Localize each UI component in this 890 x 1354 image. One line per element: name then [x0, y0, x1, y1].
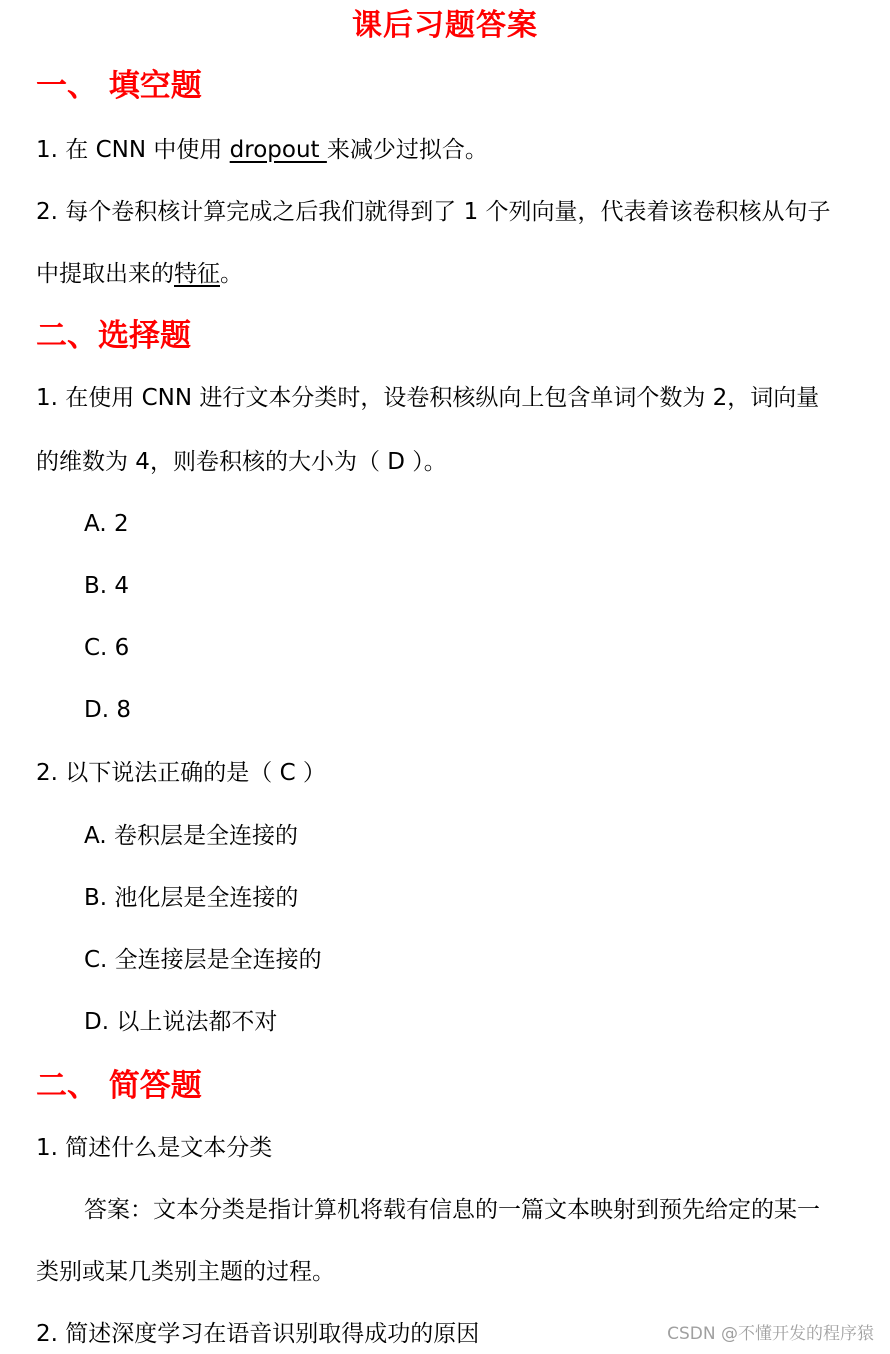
short-answer-q1-answer-line-2: 类别或某几类别主题的过程。: [36, 1259, 335, 1285]
choice-q2-option-a: A. 卷积层是全连接的: [84, 823, 298, 849]
fill-in-q2-prefix: 中提取出来的: [36, 261, 174, 287]
choice-q1-option-c: C. 6: [84, 635, 130, 661]
short-answer-question-2: 2. 简述深度学习在语音识别取得成功的原因: [36, 1321, 480, 1347]
section-heading-choice: 二、选择题: [36, 318, 191, 354]
choice-question-1-line-1: 1. 在使用 CNN 进行文本分类时，设卷积核纵向上包含单词个数为 2，词向量: [36, 385, 820, 411]
page-title: 课后习题答案: [352, 8, 538, 43]
fill-in-q2-suffix: 。: [220, 261, 243, 287]
fill-in-q1-prefix: 1. 在 CNN 中使用: [36, 137, 230, 163]
choice-q2-option-c: C. 全连接层是全连接的: [84, 947, 322, 973]
watermark: CSDN @不懂开发的程序猿: [667, 1324, 874, 1344]
choice-question-2: 2. 以下说法正确的是（ C ）: [36, 760, 326, 786]
choice-q2-option-b: B. 池化层是全连接的: [84, 885, 299, 911]
short-answer-question-1: 1. 简述什么是文本分类: [36, 1135, 273, 1161]
fill-in-question-2-line-2: [36, 258, 243, 290]
choice-q1-option-a: A. 2: [84, 511, 129, 537]
choice-q2-option-d: D. 以上说法都不对: [84, 1009, 278, 1035]
choice-q1-option-d: D. 8: [84, 697, 131, 723]
section-heading-short-answer: 二、 简答题: [36, 1068, 202, 1104]
short-answer-q1-answer-line-1: 答案：文本分类是指计算机将载有信息的一篇文本映射到预先给定的某一: [84, 1197, 820, 1223]
fill-in-q1-answer: dropout: [229, 137, 327, 163]
section-heading-fill-in: 一、 填空题: [36, 68, 202, 104]
choice-q1-option-b: B. 4: [84, 573, 130, 599]
choice-question-1-line-2: 的维数为 4，则卷积核的大小为（ D ）。: [36, 449, 447, 475]
fill-in-question-1: [36, 134, 488, 166]
fill-in-q2-answer: 特征: [174, 261, 220, 287]
fill-in-q1-suffix: 来减少过拟合。: [326, 137, 488, 163]
fill-in-question-2-line-1: 2. 每个卷积核计算完成之后我们就得到了 1 个列向量，代表着该卷积核从句子: [36, 199, 831, 225]
